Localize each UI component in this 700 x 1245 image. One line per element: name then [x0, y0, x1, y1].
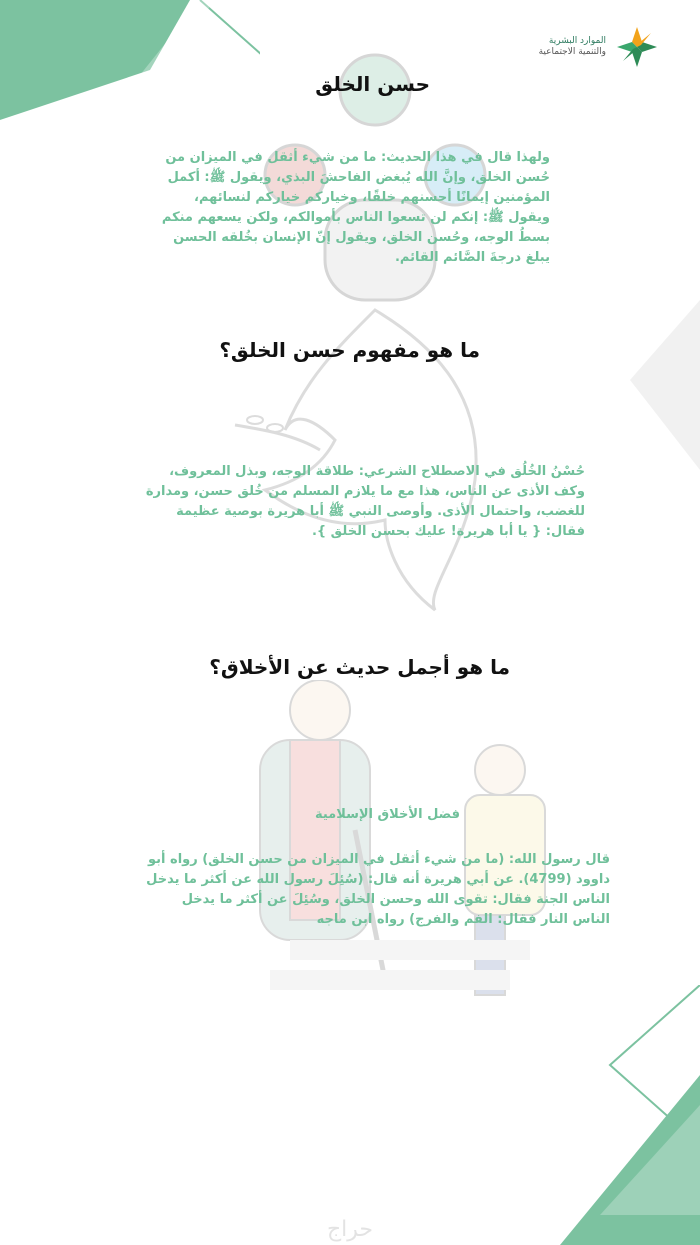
logo-emblem-icon	[614, 24, 660, 70]
corner-decoration-top-left	[0, 0, 260, 120]
logo-line-2: والتنمية الاجتماعية	[538, 47, 606, 57]
side-decoration-right	[630, 300, 700, 480]
haraj-watermark: حراج	[326, 1217, 374, 1242]
helping-elderly-illustration	[210, 680, 570, 1000]
section-2-text: حُسْنُ الخُلُق في الاصطلاح الشرعي: طلاقة الوجه، وبذل المعروف، وكف الأذى عن الناس، هذا مع ما يلازم المسلم من خُلق حسن، ومدارة للغضب، واحتمال الأذى. وأوصى النبي ﷺ أبا هريرة بوصية عظيمة فقال: { يا أبا هريرة! عليك بحسن الخلق }.	[145, 464, 585, 539]
section-1-text: ولهذا قال في هذا الحديث: ما من شيء أثقل في الميزان من حُسن الخلق، وإنَّ الله يُبغض الفاحشَ البذي، ويقول ﷺ: أكمل المؤمنين إيمانًا أحسنهم خلقًا، وخياركم خياركم لنسائهم، ويقول ﷺ: إنكم لن تسعوا الناس بأموالكم، ولكن يسعهم منكم بسطُ الوجه، وحُسن الخلق، ويقول إنّ الإنسان بخُلقه الحسن يبلغ درجةَ الصَّائم القائم.	[161, 150, 550, 265]
section-1-title: حسن الخلق	[315, 72, 430, 96]
corner-decoration-bottom-right	[560, 985, 700, 1245]
section-3-text: قال رسول الله: (ما من شيء أثقل في الميزان من حسن الخلق) رواه أبو داوود (4799). عن أبي هريرة أنه قال: (سُئِلَ رسول الله عن أكثر ما يدخل الناس الجنة فقال: تقوى الله وحسن الخلق، وسُئِلَ عن أكثر ما يدخل الناس النار فقال: الفم والفرج) رواه ابن ماجه	[146, 852, 610, 927]
section-3-title: ما هو أجمل حديث عن الأخلاق؟	[209, 655, 510, 679]
section-2-title: ما هو مفهوم حسن الخلق؟	[219, 338, 480, 362]
section-3-subtitle: فضل الأخلاق الإسلامية	[314, 807, 460, 822]
logo-line-1: الموارد البشرية	[548, 36, 606, 46]
ministry-logo	[510, 22, 660, 72]
